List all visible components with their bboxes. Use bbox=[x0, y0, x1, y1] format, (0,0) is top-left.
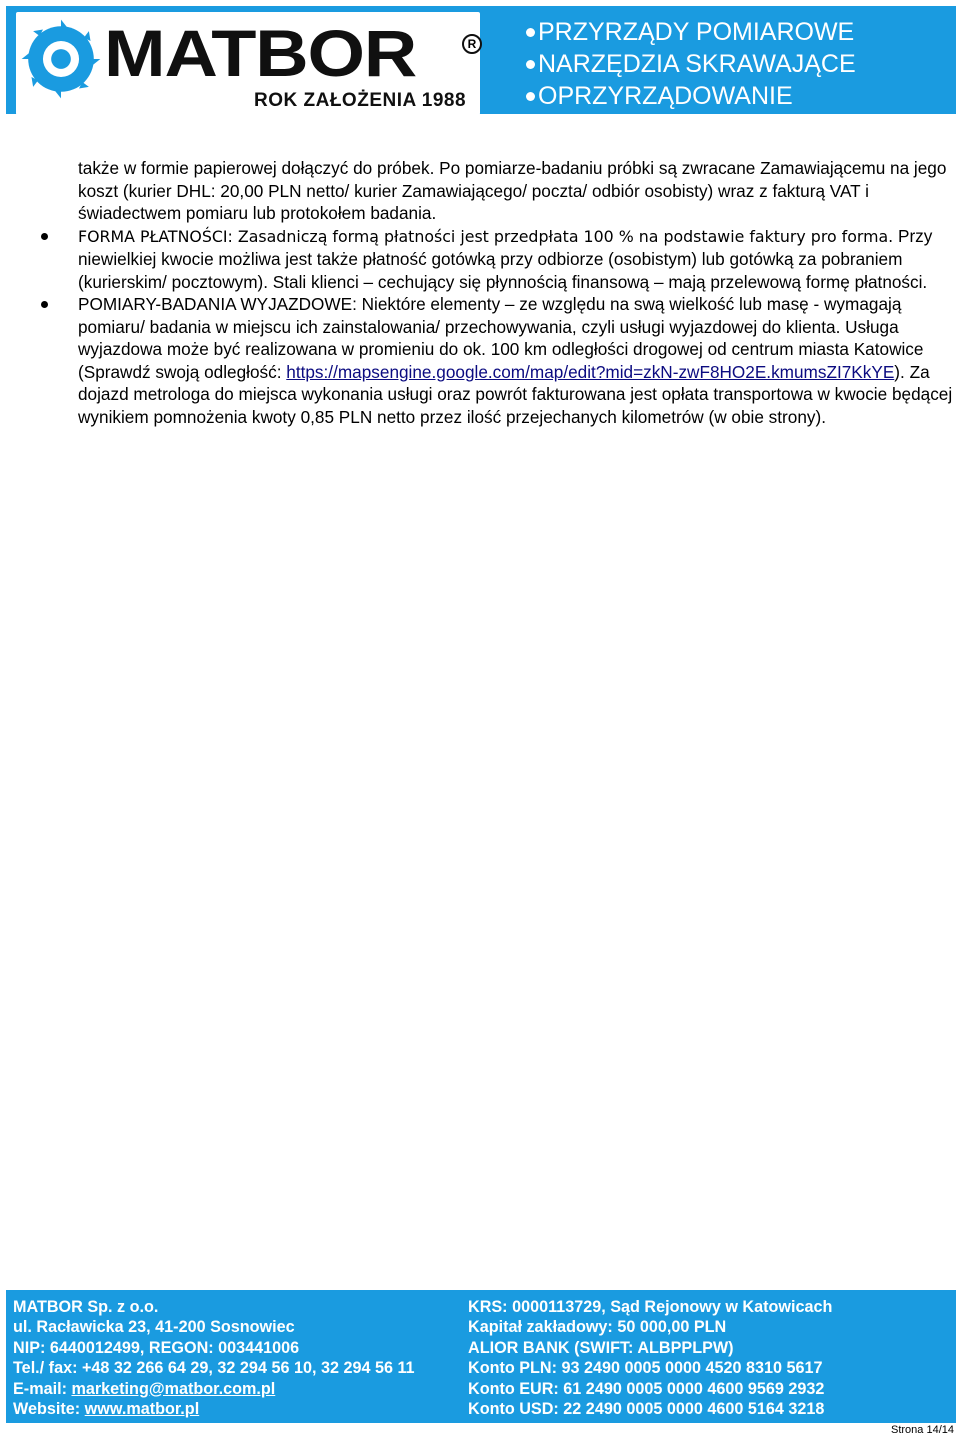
bullet-icon bbox=[41, 233, 48, 240]
footer-phone: Tel./ fax: +48 32 266 64 29, 32 294 56 10, 32 294 56 11 bbox=[13, 1359, 415, 1378]
footer-company-info bbox=[13, 1297, 415, 1419]
field-text-before: POMIARY-BADANIA WYJAZDOWE: Niektóre elementy – ze względu na swą wielkość lub masę - wymagają pomiaru/ badania w miejscu ich zainstalowania/ przechowywania, czyli usługi wyjazdowej do klienta. Usługa wyjazdowa może być realizowana w promieniu do ok. 100 km odległości drogowej od centrum miasta Katowice (Sprawdź swoją odległość: bbox=[78, 294, 924, 382]
bullet-icon bbox=[526, 28, 535, 37]
footer-address: ul. Racławicka 23, 41-200 Sosnowiec bbox=[13, 1318, 295, 1337]
footer-email-link[interactable]: marketing@matbor.com.pl bbox=[71, 1379, 276, 1398]
maps-link[interactable]: https://mapsengine.google.com/map/edit?mid=zkN-zwF8HO2E.kmumsZI7KkYE bbox=[286, 361, 895, 382]
footer-krs: KRS: 0000113729, Sąd Rejonowy w Katowicach bbox=[468, 1298, 833, 1316]
payment-lead: FORMA PŁATNOŚCI: Zasadniczą formą płatności jest przedpłata 100 % na podstawie faktury pro forma. bbox=[78, 226, 894, 246]
header-menu-item[interactable]: PRZYRZĄDY POMIAROWE bbox=[526, 16, 856, 48]
footer-bank: ALIOR BANK (SWIFT: ALBPPLPW) bbox=[468, 1338, 734, 1357]
header-menu-item[interactable]: OPRZYRZĄDOWANIE bbox=[526, 80, 856, 112]
field-measurement-section bbox=[78, 293, 954, 428]
bullet-icon bbox=[526, 60, 535, 69]
document-body bbox=[78, 157, 954, 428]
footer-bank-info bbox=[468, 1297, 832, 1419]
footer-ids: NIP: 6440012499, REGON: 003441006 bbox=[13, 1338, 300, 1357]
saw-blade-icon bbox=[20, 18, 102, 100]
payment-section bbox=[78, 225, 954, 294]
page-number: Strona 14/14 bbox=[891, 1424, 954, 1436]
footer-email-row: E-mail: marketing@matbor.com.pl bbox=[13, 1379, 276, 1398]
footer-capital: Kapitał zakładowy: 50 000,00 PLN bbox=[468, 1318, 727, 1337]
bullet-icon bbox=[41, 301, 48, 308]
footer-account-pln: Konto PLN: 93 2490 0005 0000 4520 8310 5617 bbox=[468, 1359, 823, 1378]
footer-account-eur: Konto EUR: 61 2490 0005 0000 4600 9569 2932 bbox=[468, 1379, 825, 1398]
page-footer bbox=[6, 1290, 956, 1423]
footer-account-usd: Konto USD: 22 2490 0005 0000 4600 5164 3218 bbox=[468, 1400, 825, 1419]
header-menu-item[interactable]: NARZĘDZIA SKRAWAJĄCE bbox=[526, 48, 856, 80]
page-header bbox=[6, 6, 956, 114]
intro-paragraph: także w formie papierowej dołączyć do próbek. Po pomiarze-badaniu próbki są zwracane Zamawiającemu na jego koszt (kurier DHL: 20,00 PLN netto/ kurier Zamawiającego/ poczta/ odbiór osobisty) wraz z fakturą VAT i świadectwem pomiaru lub protokołem badania. bbox=[78, 158, 947, 223]
footer-company-name: MATBOR Sp. z o.o. bbox=[13, 1298, 159, 1316]
footer-website-row: Website: www.matbor.pl bbox=[13, 1400, 200, 1419]
header-menu bbox=[526, 16, 856, 112]
bullet-icon bbox=[526, 92, 535, 101]
logo-wordmark: MATBOR bbox=[104, 16, 417, 90]
footer-website-link[interactable]: www.matbor.pl bbox=[84, 1400, 200, 1419]
payment-details: Przy niewielkiej kwocie możliwa jest także płatność gotówką przy odbiorze (osobistym) lub gotówką za pobraniem (kurierskim/ pocztowym). Stali klienci – cechujący się płynnością finansową – mają przelewową formę płatności. bbox=[78, 225, 933, 292]
matbor-logo bbox=[16, 12, 480, 115]
registered-mark: R bbox=[462, 34, 482, 54]
logo-founded-year: ROK ZAŁOŻENIA 1988 bbox=[254, 90, 467, 111]
field-text-after: ). Za dojazd metrologa do miejsca wykonania usługi oraz powrót fakturowana jest opłata transportowa w kwocie będącej wynikiem pomnożenia kwoty 0,85 PLN netto przez ilość przejechanych kilometrów (w obie strony). bbox=[78, 361, 953, 427]
